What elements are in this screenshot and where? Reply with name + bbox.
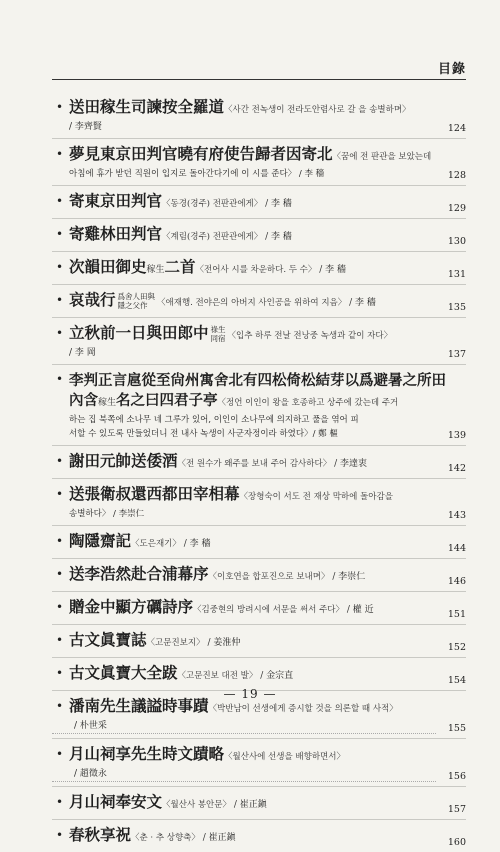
entry-author: / 趙徵永 — [52, 767, 436, 782]
entry-title: 寄雞林田判官 — [69, 224, 163, 243]
entry-title: 送張衛叔還西都田宰相幕 — [69, 484, 240, 503]
bullet-icon: • — [56, 227, 64, 241]
entry-author: 姜淮仲 — [213, 638, 241, 648]
entry-title: 古文眞寶大全跋 — [69, 663, 178, 682]
entry-title: 哀哉行 — [69, 290, 116, 309]
bullet-icon: • — [56, 795, 64, 809]
entry-page: 135 — [447, 302, 466, 313]
entry-page: 124 — [447, 123, 466, 134]
entry-author: 崔正鎭 — [208, 833, 236, 843]
entry-title: 贈金中顯方礪詩序 — [69, 597, 194, 616]
toc-entry[interactable]: • 陶隱齋記〈도은재기〉 / 李 穡 144 — [52, 526, 466, 559]
bullet-icon: • — [56, 147, 64, 161]
toc-entry[interactable] — [52, 318, 466, 365]
entry-author: 李達衷 — [339, 459, 367, 469]
entry-author: 李 穡 — [271, 232, 292, 242]
entry-title: 月山祠享先生時文蹟略 — [69, 744, 225, 763]
entry-small-text: 祿生 — [210, 324, 226, 334]
bullet-icon: • — [56, 260, 64, 274]
entry-page: 130 — [447, 236, 466, 247]
entry-note-continued: 하는 집 북쪽에 소나무 네 그루가 있어, 이인이 소나무에 의지하고 풀을 엮어 피 — [69, 415, 359, 425]
toc-entry[interactable] — [52, 365, 466, 446]
entry-page: 154 — [447, 675, 466, 686]
entry-note: 〈김중현의 방려시에 서문을 써서 주다〉 — [193, 605, 344, 615]
entry-page: 137 — [447, 349, 466, 360]
entry-title: 春秋享祝 — [69, 825, 132, 844]
bullet-icon: • — [56, 194, 64, 208]
toc-entry[interactable] — [52, 479, 466, 526]
entry-page: 156 — [447, 771, 466, 782]
bullet-icon: • — [56, 372, 64, 386]
entry-title-suffix: 二首 — [164, 257, 196, 276]
entry-note-continued: 송별하다〉 / 李崇仁 — [69, 509, 145, 519]
entry-page: 151 — [447, 609, 466, 620]
entry-note: 〈전어사 시를 차운하다. 두 수〉 — [195, 265, 317, 275]
entry-note-continued-2: 서할 수 있도록 만들었더니 전 내사 녹생이 사군자정이라 하였다〉/ 鄭 樞 — [69, 429, 338, 439]
entry-note: 〈입추 하루 전날 전낭중 녹생과 같이 자다〉 — [227, 331, 393, 341]
bullet-icon: • — [56, 666, 64, 680]
entry-page: 160 — [447, 837, 466, 848]
toc-entry[interactable]: • 寄東京田判官〈동경(경주) 전판관에게〉 / 李 穡 129 — [52, 186, 466, 219]
entry-note: 〈장형숙이 서도 전 재상 막하에 돌아감을 — [239, 492, 393, 502]
entry-note: 〈박반남이 선생에게 증시할 것을 의론할 때 사적〉 — [208, 704, 398, 714]
entry-title-suffix: 名之曰四君子亭 — [116, 392, 218, 409]
entry-page: 129 — [447, 203, 466, 214]
entry-note: 〈애재행. 전야은의 아버지 사인공을 위하여 지음〉 — [157, 298, 347, 308]
header-rule — [52, 79, 466, 80]
entry-page: 128 — [447, 170, 466, 181]
bullet-icon: • — [56, 326, 64, 340]
entry-note: 〈동경(경주) 전판관에게〉 — [162, 199, 263, 209]
entry-note: 〈고문진보 대전 발〉 — [177, 671, 258, 681]
toc-entry[interactable]: • 古文眞寶大全跋〈고문진보 대전 발〉 / 金宗直 154 — [52, 658, 466, 691]
entry-title: 送田稼生司諫按全羅道 — [69, 97, 225, 116]
entry-author: 崔正鎭 — [239, 800, 267, 810]
entry-note: 〈고문진보지〉 — [146, 638, 205, 648]
toc-entry[interactable]: • 謝田元帥送倭酒〈전 원수가 왜주를 보내 주어 감사하다〉 / 李達衷 142 — [52, 446, 466, 479]
toc-entry[interactable]: • 寄雞林田判官〈계림(경주) 전판관에게〉 / 李 穡 130 — [52, 219, 466, 252]
entry-author: / 朴世采 — [52, 719, 436, 734]
entry-title: 月山祠奉安文 — [69, 792, 163, 811]
entry-author: / 李齊賢 — [69, 122, 102, 132]
entry-small-text-2: 隱之父作 — [117, 300, 148, 310]
entry-note: 〈정언 이인이 왕을 호종하고 상주에 갔는데 주거 — [217, 398, 399, 408]
entry-title-line2: 內含 — [69, 392, 98, 409]
entry-title: 李判正言扈從至尙州寓舍北有四松倚松結芽以爲避暑之所田 — [69, 372, 446, 389]
toc-entry[interactable]: • 古文眞寶誌〈고문진보지〉 / 姜淮仲 152 — [52, 625, 466, 658]
bullet-icon: • — [56, 100, 64, 114]
entry-note: 〈춘 · 추 상향축〉 — [131, 833, 200, 843]
entry-page: 152 — [447, 642, 466, 653]
toc-entry[interactable] — [52, 739, 466, 787]
bullet-icon: • — [56, 567, 64, 581]
bullet-icon: • — [56, 487, 64, 501]
entry-title: 潘南先生議謚時事蹟 — [69, 696, 209, 715]
entry-title: 夢見東京田判官曉有府使告歸者因寄北 — [69, 144, 333, 163]
entry-page: 143 — [447, 510, 466, 521]
entry-small-text: 稼生 — [146, 265, 165, 275]
entry-note: 〈월산사 봉안문〉 — [162, 800, 231, 810]
entry-note: 〈도은재기〉 — [131, 539, 181, 549]
entry-note: 〈이호연을 합포진으로 보내며〉 — [208, 572, 330, 582]
entry-author: 李 穡 — [189, 539, 211, 549]
entry-page: 157 — [447, 804, 466, 815]
bullet-icon: • — [56, 454, 64, 468]
entry-author: 李崇仁 — [338, 572, 366, 582]
entry-note: 〈전 원수가 왜주를 보내 주어 감사하다〉 — [177, 459, 332, 469]
entry-author: 李 穡 — [355, 298, 376, 308]
entry-author: 李 穡 — [325, 265, 347, 275]
toc-entry[interactable]: • 哀哉行 爲舍人田與 隱之父作 〈애재행. 전야은의 아버지 사인공을 위하여 지음〉 / 李 穡 135 — [52, 285, 466, 318]
entry-title: 送李浩然赴合浦幕序 — [69, 564, 209, 583]
entry-note: 〈월산사에 선생을 배향하면서〉 — [224, 752, 345, 762]
bullet-icon: • — [56, 534, 64, 548]
entry-author: 權 近 — [352, 605, 374, 615]
entry-title: 立秋前一日與田郎中 — [69, 323, 209, 342]
page-header-title: 目錄 — [437, 62, 466, 77]
bullet-icon: • — [56, 747, 64, 761]
entry-title: 謝田元帥送倭酒 — [69, 451, 178, 470]
toc-entry[interactable]: • 月山祠奉安文〈월산사 봉안문〉 / 崔正鎭 157 — [52, 787, 466, 820]
entry-title: 寄東京田判官 — [69, 191, 163, 210]
toc-entry[interactable]: • 送李浩然赴合浦幕序〈이호연을 합포진으로 보내며〉 / 李崇仁 146 — [52, 559, 466, 592]
toc-entry[interactable] — [52, 92, 466, 139]
entry-page: 131 — [447, 269, 466, 280]
entry-title: 陶隱齋記 — [69, 531, 132, 550]
entry-small-text: 稼生 — [98, 398, 117, 408]
bullet-icon: • — [56, 828, 64, 842]
entry-title: 古文眞寶誌 — [69, 630, 147, 649]
page-number: — 19 — — [223, 687, 277, 701]
bullet-icon: • — [56, 633, 64, 647]
table-of-contents — [52, 92, 466, 852]
entry-page: 139 — [447, 430, 466, 441]
entry-title: 次韻田御史 — [69, 257, 147, 276]
entry-note: 〈사간 전녹생이 전라도안렴사로 갈 을 송별하며〉 — [224, 105, 411, 115]
toc-entry[interactable] — [52, 139, 466, 186]
entry-note-continued: 아침에 휴가 받던 직원이 입지로 돌아간다기에 이 시를 준다〉 / 李 穡 — [69, 169, 325, 179]
toc-entry[interactable]: • 贈金中顯方礪詩序〈김중현의 방려시에 서문을 써서 주다〉 / 權 近 151 — [52, 592, 466, 625]
entry-note: 〈계림(경주) 전판관에게〉 — [162, 232, 263, 242]
bullet-icon: • — [56, 600, 64, 614]
entry-page: 155 — [447, 723, 466, 734]
entry-page: 146 — [447, 576, 466, 587]
entry-note: 〈꿈에 전 판관을 보았는데 — [332, 152, 432, 162]
toc-entry[interactable]: • 次韻田御史稼生二首〈전어사 시를 차운하다. 두 수〉 / 李 穡 131 — [52, 252, 466, 285]
bullet-icon: • — [56, 293, 64, 307]
toc-entry[interactable]: • 春秋享祝〈춘 · 추 상향축〉 / 崔正鎭 160 — [56, 825, 466, 848]
entry-author: 李 穡 — [271, 199, 292, 209]
entry-page: 142 — [447, 463, 466, 474]
entry-page: 144 — [447, 543, 466, 554]
entry-author: 金宗直 — [266, 671, 294, 681]
entry-small-text-2: 同宿 — [210, 333, 226, 343]
entry-small-text: 爲舍人田與 — [117, 291, 156, 301]
entry-author: / 李 岡 — [69, 348, 96, 358]
bullet-icon: • — [56, 699, 64, 713]
